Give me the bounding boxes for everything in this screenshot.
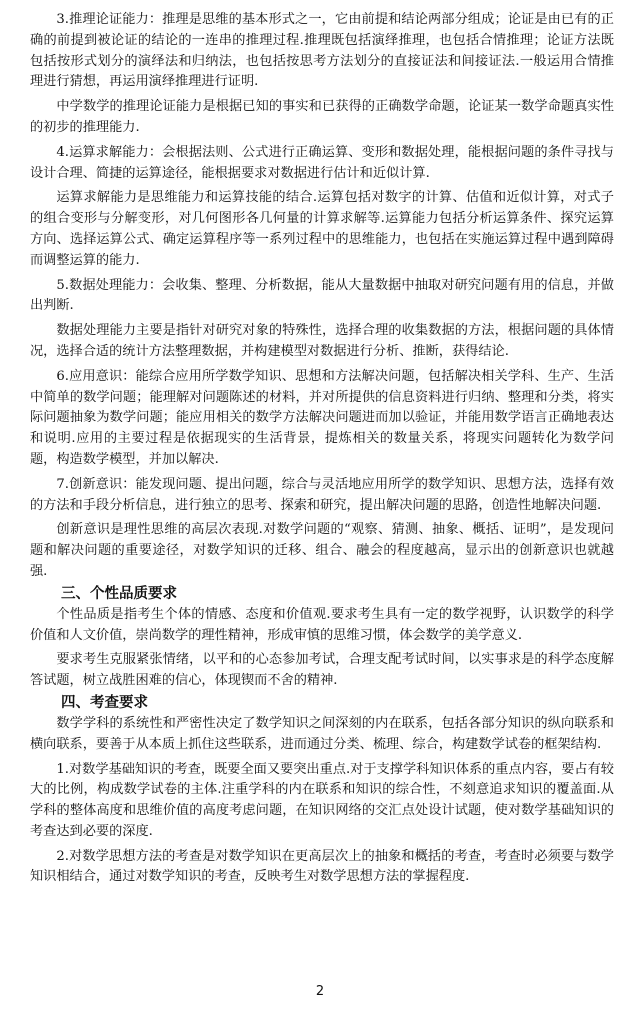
paragraph-computation-explanation: 运算求解能力是思维能力和运算技能的结合.运算包括对数字的计算、估值和近似计算，对式子的组合变形与分解变形，对几何图形各几何量的计算求解等.运算能力包括分析运算条件、探究运算方向、选择运算公式、确定运算程序等一系列过程中的思维能力，也包括在实施运算过程中遇到障碍而调整运算的能力. (30, 190, 614, 268)
paragraph-thinking-methods: 2.对数学思想方法的考查是对数学知识在更高层次上的抽象和概括的考查，考查时必须要与数学知识相结合，通过对数学知识的考查，反映考生对数学思想方法的掌握程度. (30, 848, 614, 885)
paragraph-exam-attitude: 要求考生克服紧张情绪，以平和的心态参加考试，合理支配考试时间，以实事求是的科学态度解答试题，树立战胜困难的信心，体现锲而不舍的精神. (30, 652, 614, 689)
paragraph-innovation-awareness: 7.创新意识：能发现问题、提出问题，综合与灵活地应用所学的数学知识、思想方法，选择有效的方法和手段分析信息，进行独立的思考、探索和研究，提出解决问题的思路，创造性地解决问题. (30, 476, 614, 513)
section-heading-assessment: 四、考查要求 (61, 694, 148, 711)
paragraph-assessment-intro: 数学学科的系统性和严密性决定了数学知识之间深刻的内在联系，包括各部分知识的纵向联系和横向联系，要善于从本质上抓住这些联系，进而通过分类、梳理、综合，构建数学试卷的框架结构. (30, 715, 614, 752)
paragraph-personality-definition: 个性品质是指考生个体的情感、态度和价值观.要求考生具有一定的数学视野，认识数学的科学价值和人文价值，崇尚数学的理性精神，形成审慎的思维习惯，体会数学的美学意义. (30, 606, 614, 643)
paragraph-reasoning-explanation: 中学数学的推理论证能力是根据已知的事实和已获得的正确数学命题，论证某一数学命题真实性的初步的推理能力. (30, 99, 614, 135)
paragraph-data-ability: 5.数据处理能力：会收集、整理、分析数据，能从大量数据中抽取对研究问题有用的信息，并做出判断. (30, 277, 614, 314)
paragraph-computation-ability: 4.运算求解能力：会根据法则、公式进行正确运算、变形和数据处理，能根据问题的条件寻找与设计合理、简捷的运算途径，能根据要求对数据进行估计和近似计算. (30, 144, 614, 181)
paragraph-innovation-explanation: 创新意识是理性思维的高层次表现.对数学问题的“观察、猜测、抽象、概括、证明”，是发现问题和解决问题的重要途径，对数学知识的迁移、组合、融会的程度越高，显示出的创新意识也就越强. (30, 522, 614, 579)
page-number: 2 (315, 984, 325, 999)
paragraph-basic-knowledge: 1.对数学基础知识的考查，既要全面又要突出重点.对于支撑学科知识体系的重点内容，要占有较大的比例，构成数学试卷的主体.注重学科的内在联系和知识的综合性，不刻意追求知识的覆盖面.从学科的整体高度和思维价值的高度考虑问题，在知识网络的交汇点处设计试题，使对数学基础知识的考查达到必要的深度. (30, 761, 614, 839)
paragraph-reasoning-ability: 3.推理论证能力：推理是思维的基本形式之一，它由前提和结论两部分组成；论证是由已有的正确的前提到被论证的结论的一连串的推理过程.推理既包括演绎推理，也包括合情推理；论证方法既包括按形式划分的演绎法和归纳法，也包括按思考方法划分的直接证法和间接证法.一般运用合情推理进行猜想，再运用演绎推理进行证明. (30, 12, 614, 90)
paragraph-data-explanation: 数据处理能力主要是指针对研究对象的特殊性，选择合理的收集数据的方法，根据问题的具体情况，选择合适的统计方法整理数据，并构建模型对数据进行分析、推断，获得结论. (30, 323, 614, 359)
section-heading-personality: 三、个性品质要求 (61, 585, 177, 602)
paragraph-application-awareness: 6.应用意识：能综合应用所学数学知识、思想和方法解决问题，包括解决相关学科、生产、生活中简单的数学问题；能理解对问题陈述的材料，并对所提供的信息资料进行归纳、整理和分类，将实际问题抽象为数学问题；能应用相关的数学方法解决问题进而加以验证，并能用数学语言正确地表达和说明.应用的主要过程是依据现实的生活背景，提炼相关的数量关系，将现实问题转化为数学问题，构造数学模型，并加以解决. (30, 368, 614, 467)
